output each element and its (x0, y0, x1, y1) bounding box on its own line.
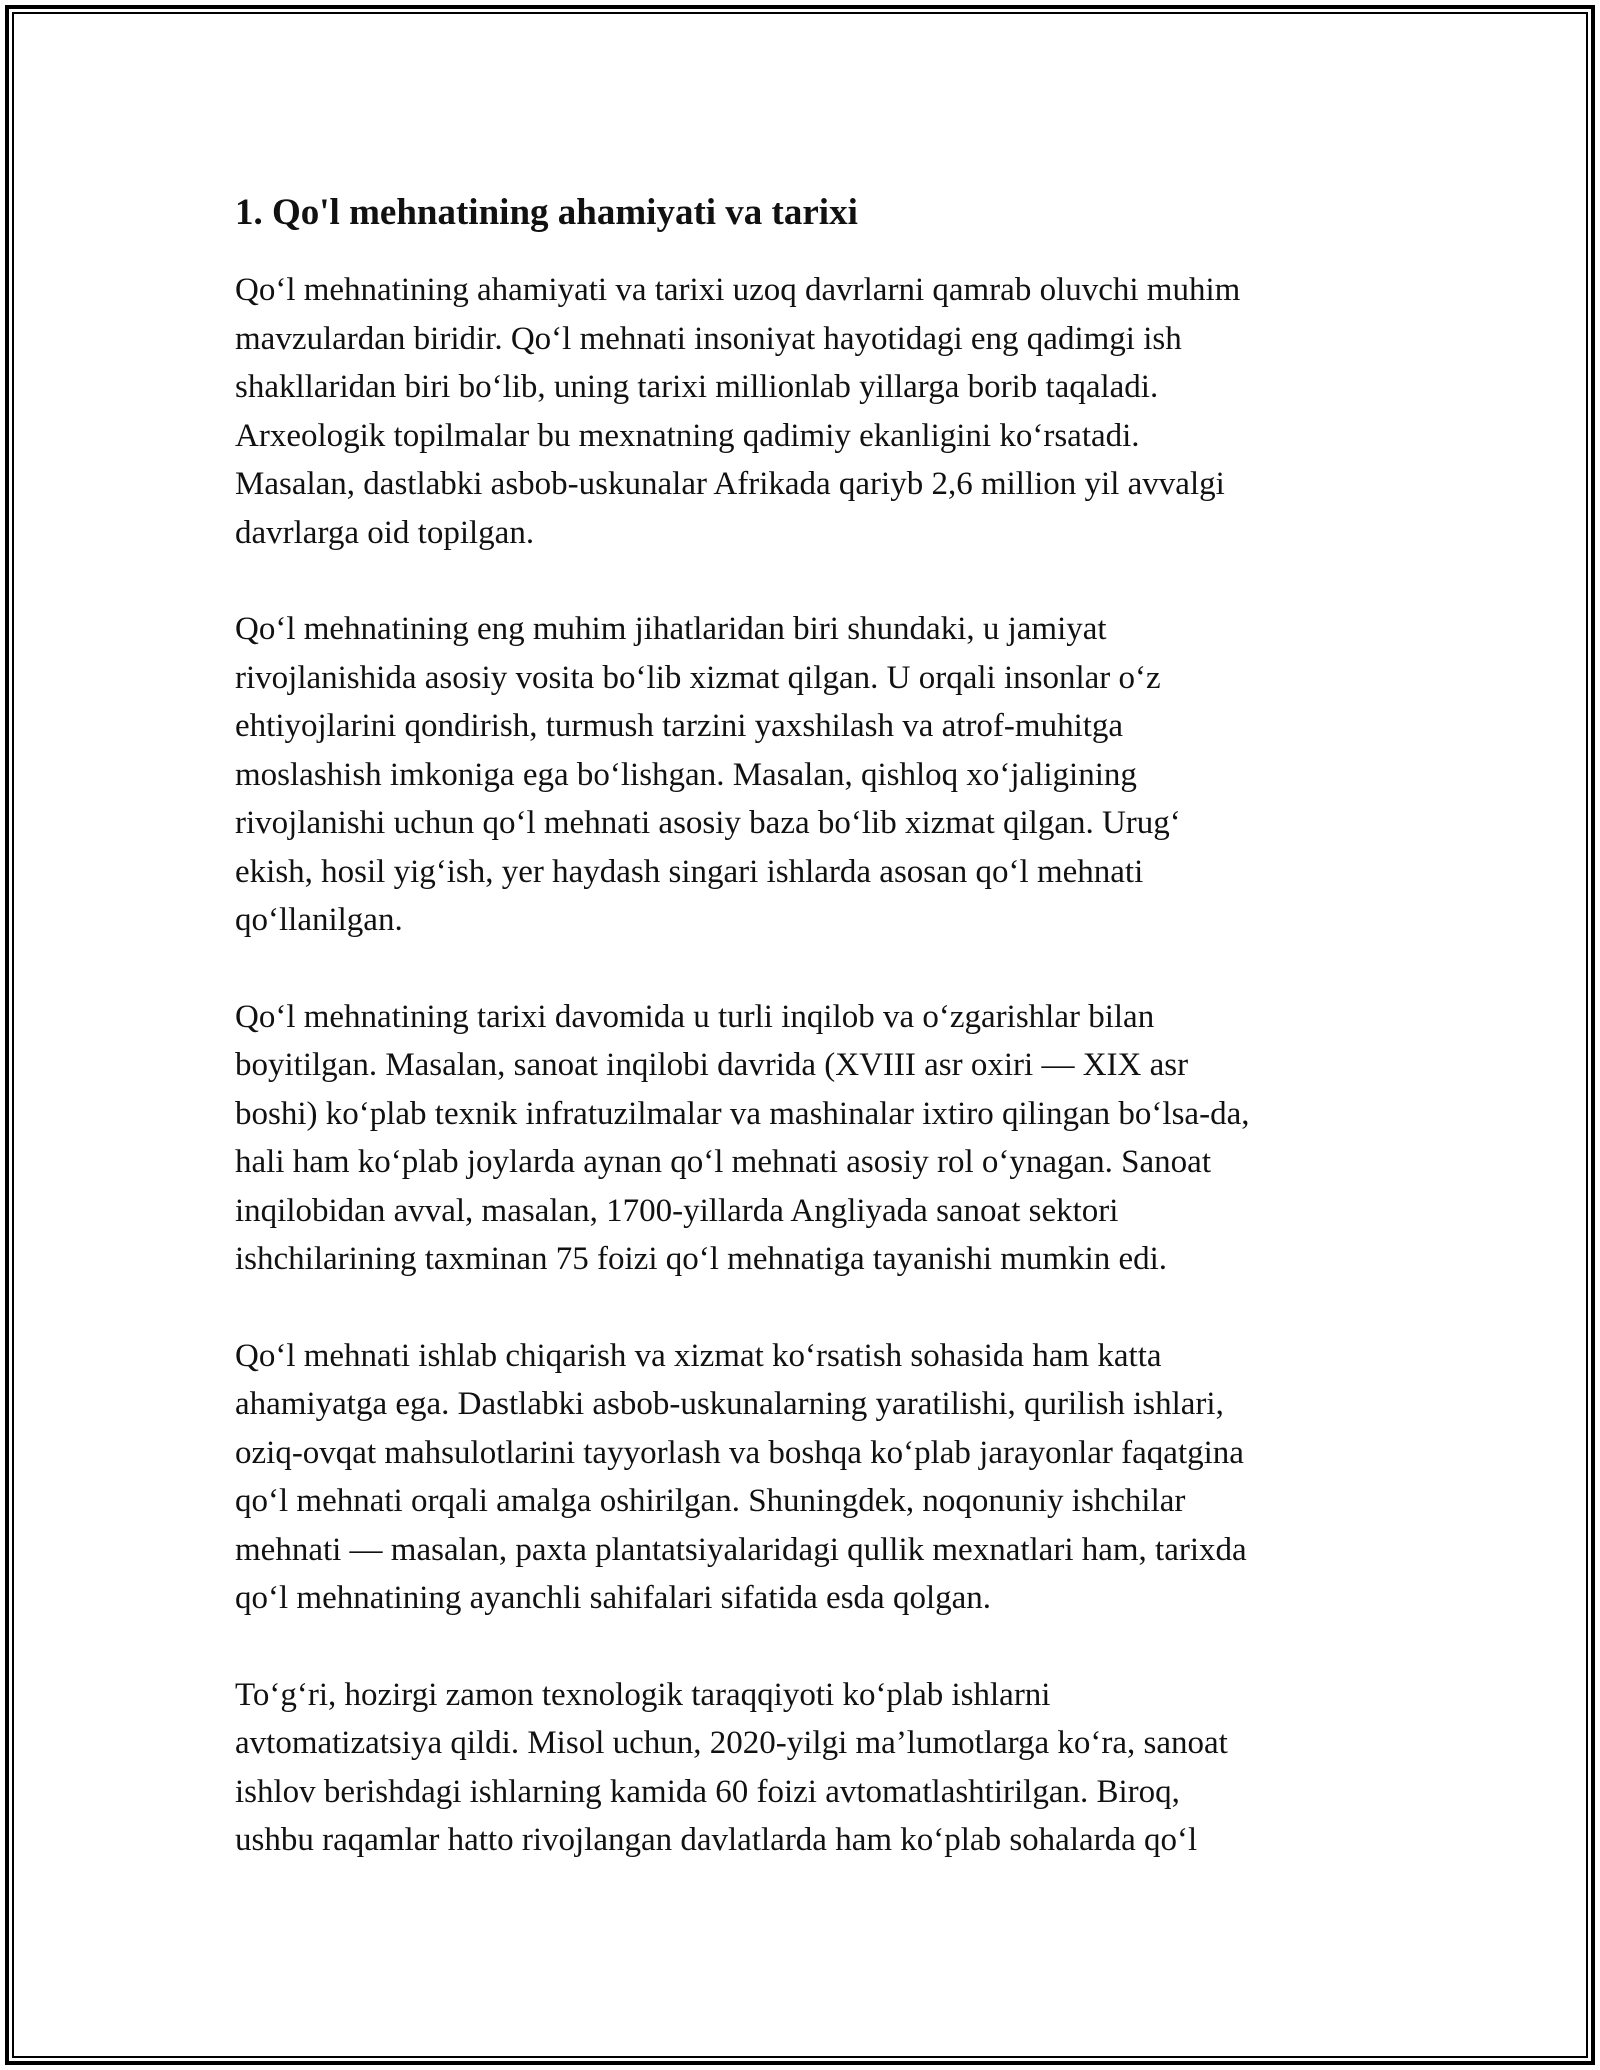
paragraph-2: Qo‘l mehnatining eng muhim jihatlaridan biri shundaki, u jamiyat rivojlanishida asosiy vosita bo‘lib xizmat qilgan. U orqali insonlar o‘z ehtiyojlarini qondirish, turmush tarzini yaxshilash va atrof-muhitga moslashish imkoniga ega bo‘lishgan. Masalan, qishloq xo‘jaligining rivojlanishi uchun qo‘l mehnati asosiy baza bo‘lib xizmat qilgan. Urug‘ ekish, hosil yig‘ish, yer haydash singari ishlarda asosan qo‘l mehnati qo‘llanilgan. (235, 611, 1181, 938)
document-body (235, 186, 1375, 1913)
section-heading: 1. Qo'l mehnatining ahamiyati va tarixi (235, 192, 858, 233)
paragraph-3: Qo‘l mehnatining tarixi davomida u turli inqilob va o‘zgarishlar bilan boyitilgan. Masalan, sanoat inqilobi davrida (XVIII asr oxiri — XIX asr boshi) ko‘plab texnik infratuzilmalar va mashinalar ixtiro qilingan bo‘lsa-da, hali ham ko‘plab joylarda aynan qo‘l mehnati asosiy rol o‘ynagan. Sanoat inqilobidan avval, masalan, 1700-yillarda Angliyada sanoat sektori ishchilarining taxminan 75 foizi qo‘l mehnatiga tayanishi mumkin edi. (235, 998, 1250, 1277)
paragraph-5: To‘g‘ri, hozirgi zamon texnologik taraqqiyoti ko‘plab ishlarni avtomatizatsiya qildi. Misol uchun, 2020-yilgi ma’lumotlarga ko‘ra, sanoat ishlov berishdagi ishlarning kamida 60 foizi avtomatlashtirilgan. Biroq, ushbu raqamlar hatto rivojlangan davlatlarda ham ko‘plab sohalarda qo‘l (235, 1676, 1228, 1858)
paragraph-1: Qo‘l mehnatining ahamiyati va tarixi uzoq davrlarni qamrab oluvchi muhim mavzulardan biridir. Qo‘l mehnati insoniyat hayotidagi eng qadimgi ish shakllaridan biri bo‘lib, uning tarixi millionlab yillarga borib taqaladi. Arxeologik topilmalar bu mexnatning qadimiy ekanligini ko‘rsatadi. Masalan, dastlabki asbob-uskunalar Afrikada qariyb 2,6 million yil avvalgi davrlarga oid topilgan. (235, 272, 1241, 551)
paragraph-4: Qo‘l mehnati ishlab chiqarish va xizmat ko‘rsatish sohasida ham katta ahamiyatga ega. Dastlabki asbob-uskunalarning yaratilishi, qurilish ishlari, oziq-ovqat mahsulotlarini tayyorlash va boshqa ko‘plab jarayonlar faqatgina qo‘l mehnati orqali amalga oshirilgan. Shuningdek, noqonuniy ishchilar mehnati — masalan, paxta plantatsiyalaridagi qullik mexnatlari ham, tarixda qo‘l mehnatining ayanchli sahifalari sifatida esda qolgan. (235, 1337, 1247, 1616)
